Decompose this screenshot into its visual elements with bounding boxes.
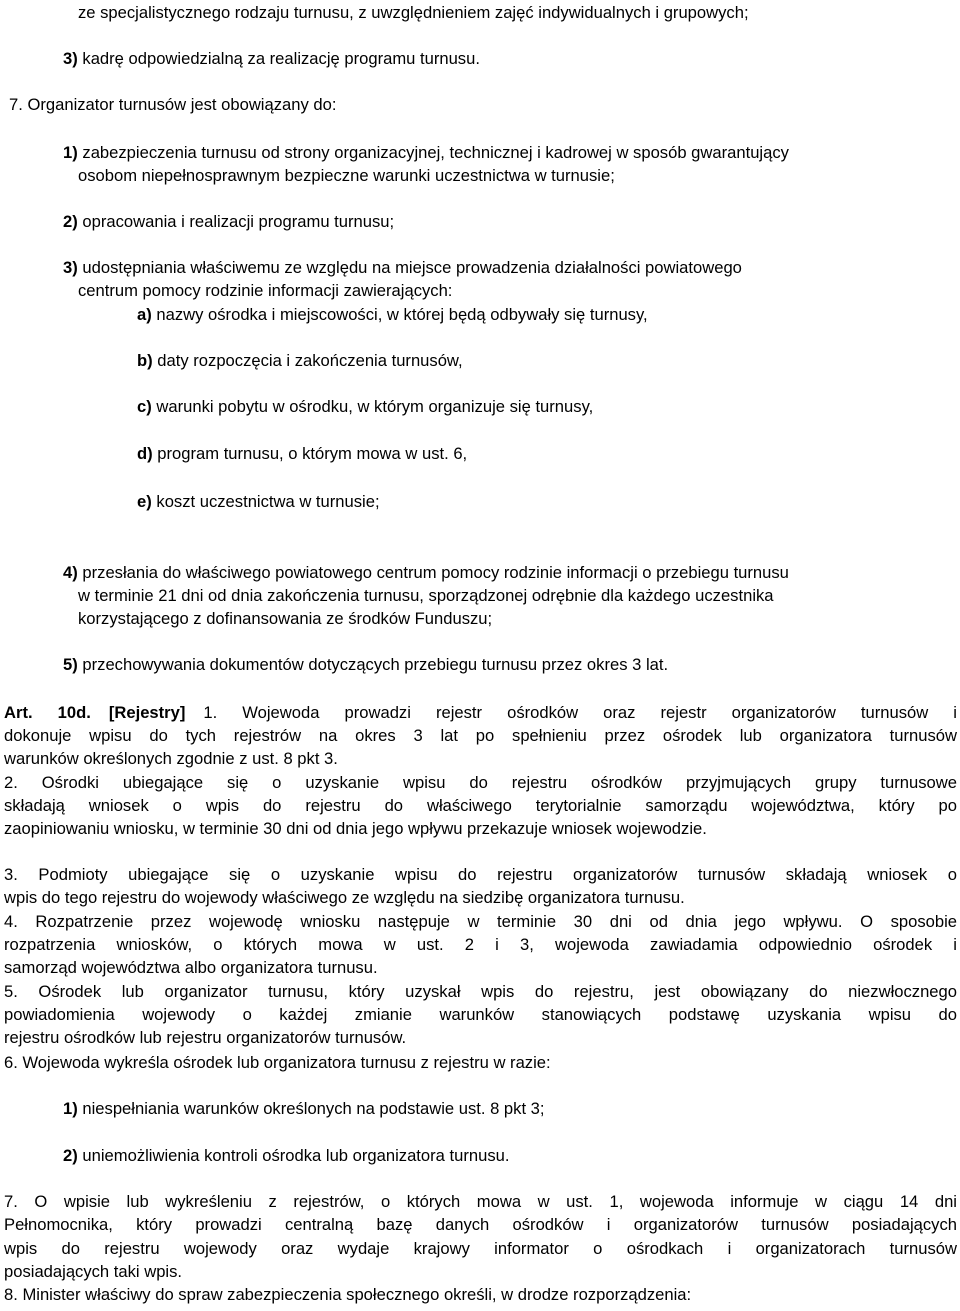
item-text: uniemożliwienia kontroli ośrodka lub organizatora turnusu. <box>82 1146 510 1165</box>
text-line: 4. Rozpatrzenie przez wojewodę wniosku następuje w terminie 30 dni od dnia jego wpływu. O sposobie <box>4 912 957 931</box>
text-line: wpis do tego rejestru do wojewody właściwego ze względu na siedzibę organizatora turnusu. <box>4 888 685 907</box>
item-number: 2) <box>63 212 78 231</box>
article-label: Art. 10d. <box>4 703 91 722</box>
item-text: nazwy ośrodka i miejscowości, w której będą odbywały się turnusy, <box>156 305 648 324</box>
sub-item-c <box>137 397 593 417</box>
text-line: Pełnomocnika, który prowadzi centralną bazę danych ośrodków i organizatorów turnusów posiadających <box>4 1215 957 1234</box>
list-item <box>63 655 668 675</box>
item-text: niespełniania warunków określonych na podstawie ust. 8 pkt 3; <box>82 1099 545 1118</box>
item-text: przesłania do właściwego powiatowego centrum pomocy rodzinie informacji o przebiegu turnusu <box>82 563 789 582</box>
sub-item-b <box>137 351 463 371</box>
text-line: warunków określonych zgodnie z ust. 8 pkt 3. <box>4 749 338 768</box>
item-letter: d) <box>137 444 153 463</box>
text-line: posiadających taki wpis. <box>4 1262 183 1281</box>
text-line: w terminie 21 dni od dnia zakończenia turnusu, sporządzonej odrębnie dla każdego uczestnika <box>78 586 774 605</box>
item-number: 1) <box>63 1099 78 1118</box>
list-item <box>63 143 789 163</box>
text-line: dokonuje wpisu do tych rejestrów na okres 3 lat po spełnieniu przez ośrodek lub organizatora turnusów <box>4 726 957 745</box>
item-text: opracowania i realizacji programu turnusu; <box>82 212 395 231</box>
sub-item-a <box>137 305 648 325</box>
text-line: rozpatrzenia wniosków, o których mowa w ust. 2 i 3, wojewoda zawiadamia odpowiednio ośrodek i <box>4 935 957 954</box>
text-line: korzystającego z dofinansowania ze środków Funduszu; <box>78 609 493 628</box>
item-number: 1) <box>63 143 78 162</box>
item-text: warunki pobytu w ośrodku, w którym organizuje się turnusy, <box>156 397 594 416</box>
item-number: 3) <box>63 49 78 68</box>
text-line: osobom niepełnosprawnym bezpieczne warunki uczestnictwa w turnusie; <box>78 166 615 185</box>
section-heading: 7. Organizator turnusów jest obowiązany do: <box>9 95 337 114</box>
item-number: 5) <box>63 655 78 674</box>
item-text: daty rozpoczęcia i zakończenia turnusów, <box>157 351 463 370</box>
text-line: 7. O wpisie lub wykreśleniu z rejestrów, o których mowa w ust. 1, wojewoda informuje w ciągu 14 dni <box>4 1192 957 1211</box>
text-line: ze specjalistycznego rodzaju turnusu, z uwzględnieniem zajęć indywidualnych i grupowych; <box>78 3 749 22</box>
text-line: samorząd województwa albo organizatora turnusu. <box>4 958 378 977</box>
list-item <box>63 212 394 232</box>
item-text: program turnusu, o którym mowa w ust. 6, <box>157 444 468 463</box>
text-line: centrum pomocy rodzinie informacji zawierających: <box>78 281 453 300</box>
item-number: 4) <box>63 563 78 582</box>
item-text: udostępniania właściwemu ze względu na miejsce prowadzenia działalności powiatowego <box>82 258 742 277</box>
text-line: rejestru ośrodków lub rejestru organizatorów turnusów. <box>4 1028 407 1047</box>
text-line: 6. Wojewoda wykreśla ośrodek lub organizatora turnusu z rejestru w razie: <box>4 1053 551 1072</box>
list-item <box>63 49 480 69</box>
article-line <box>4 703 957 723</box>
item-letter: e) <box>137 492 152 511</box>
item-letter: a) <box>137 305 152 324</box>
list-item <box>63 1099 545 1119</box>
article-paragraph-1: 1. Wojewoda prowadzi rejestr ośrodków oraz rejestr organizatorów turnusów i <box>203 703 957 722</box>
sub-item-e <box>137 492 380 512</box>
item-text: kadrę odpowiedzialną za realizację programu turnusu. <box>82 49 480 68</box>
text-line: 2. Ośrodki ubiegające się o uzyskanie wpisu do rejestru ośrodków przyjmujących grupy turnusowe <box>4 773 957 792</box>
item-text: zabezpieczenia turnusu od strony organizacyjnej, technicznej i kadrowej w sposób gwarantujący <box>82 143 789 162</box>
item-text: koszt uczestnictwa w turnusie; <box>156 492 380 511</box>
text-line: zaopiniowaniu wniosku, w terminie 30 dni od dnia jego wpływu przekazuje wniosek wojewodzie. <box>4 819 707 838</box>
item-letter: c) <box>137 397 152 416</box>
item-number: 3) <box>63 258 78 277</box>
list-item <box>63 1146 509 1166</box>
text-line: powiadomienia wojewody o każdej zmianie warunków stanowiących podstawę uzyskania wpisu do <box>4 1005 957 1024</box>
item-text: przechowywania dokumentów dotyczących przebiegu turnusu przez okres 3 lat. <box>82 655 669 674</box>
text-line: 8. Minister właściwy do spraw zabezpieczenia społecznego określi, w drodze rozporządzenia: <box>4 1285 692 1304</box>
item-letter: b) <box>137 351 153 370</box>
text-line: składają wniosek o wpis do rejestru do właściwego terytorialnie samorządu województwa, który po <box>4 796 957 815</box>
text-line: wpis do rejestru wojewody oraz wydaje krajowy informator o ośrodkach i organizatorach turnusów <box>4 1239 957 1258</box>
list-item <box>63 563 789 583</box>
article-title: [Rejestry] <box>108 703 186 722</box>
sub-item-d <box>137 444 467 464</box>
text-line: 3. Podmioty ubiegające się o uzyskanie wpisu do rejestru organizatorów turnusów składają wniosek o <box>4 865 957 884</box>
text-line: 5. Ośrodek lub organizator turnusu, który uzyskał wpis do rejestru, jest obowiązany do niezwłocznego <box>4 982 957 1001</box>
list-item <box>63 258 742 278</box>
item-number: 2) <box>63 1146 78 1165</box>
